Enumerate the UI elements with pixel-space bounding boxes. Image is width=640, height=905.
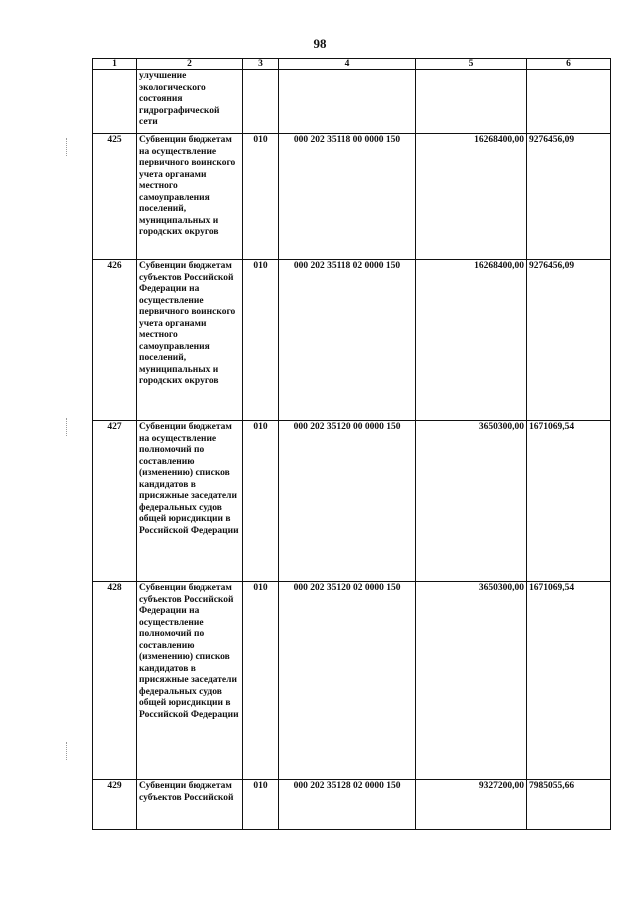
- column-header-6: 6: [527, 59, 611, 70]
- row-budget-code: 000 202 35128 02 0000 150: [279, 780, 416, 830]
- row-plan-amount: 9327200,00: [416, 780, 527, 830]
- page-number: 98: [313, 36, 327, 51]
- column-header-3: 3: [243, 59, 279, 70]
- row-fact-amount: 9276456,09: [527, 134, 611, 260]
- row-budget-code: 000 202 35120 00 0000 150: [279, 421, 416, 582]
- column-header-4: 4: [279, 59, 416, 70]
- row-plan-amount: 3650300,00: [416, 582, 527, 780]
- row-grbs-code: 010: [243, 421, 279, 582]
- row-fact-amount: 1671069,54: [527, 421, 611, 582]
- row-grbs-code: 010: [243, 260, 279, 421]
- row-name: Субвенции бюджетам субъектов Российской Федерации на осуществление первичного воинского учета органами местного самоуправления поселений, муниципальных и городских округов: [137, 260, 243, 421]
- table-row: [93, 421, 611, 582]
- row-plan-amount: [416, 70, 527, 134]
- row-budget-code: 000 202 35118 02 0000 150: [279, 260, 416, 421]
- table-row: [93, 70, 611, 134]
- row-plan-amount: 16268400,00: [416, 260, 527, 421]
- row-name: Субвенции бюджетам субъектов Российской: [137, 780, 243, 830]
- table-row: [93, 260, 611, 421]
- row-budget-code: 000 202 35118 00 0000 150: [279, 134, 416, 260]
- row-fact-amount: 7985055,66: [527, 780, 611, 830]
- row-fact-amount: 9276456,09: [527, 260, 611, 421]
- row-number: 428: [93, 582, 137, 780]
- table-header-row: [93, 59, 611, 70]
- row-number: 427: [93, 421, 137, 582]
- budget-table: [92, 58, 611, 830]
- column-header-5: 5: [416, 59, 527, 70]
- row-budget-code: 000 202 35120 02 0000 150: [279, 582, 416, 780]
- margin-mark: [66, 138, 67, 156]
- row-fact-amount: 1671069,54: [527, 582, 611, 780]
- row-plan-amount: 3650300,00: [416, 421, 527, 582]
- row-name: улучшение экологического состояния гидрографической сети: [137, 70, 243, 134]
- table-row: [93, 582, 611, 780]
- row-grbs-code: [243, 70, 279, 134]
- row-fact-amount: [527, 70, 611, 134]
- row-budget-code: [279, 70, 416, 134]
- row-number: 426: [93, 260, 137, 421]
- row-number: 425: [93, 134, 137, 260]
- column-header-1: 1: [93, 59, 137, 70]
- row-name: Субвенции бюджетам на осуществление полномочий по составлению (изменению) списков кандидатов в присяжные заседатели федеральных судов общей юрисдикции в Российской Федерации: [137, 421, 243, 582]
- row-number: 429: [93, 780, 137, 830]
- row-plan-amount: 16268400,00: [416, 134, 527, 260]
- row-grbs-code: 010: [243, 780, 279, 830]
- row-name: Субвенции бюджетам субъектов Российской Федерации на осуществление полномочий по составлению (изменению) списков кандидатов в присяжные заседатели федеральных судов общей юрисдикции в Российской Федерации: [137, 582, 243, 780]
- row-number: [93, 70, 137, 134]
- margin-mark: [66, 418, 67, 436]
- column-header-2: 2: [137, 59, 243, 70]
- table-row: [93, 780, 611, 830]
- row-grbs-code: 010: [243, 134, 279, 260]
- row-grbs-code: 010: [243, 582, 279, 780]
- row-name: Субвенции бюджетам на осуществление первичного воинского учета органами местного самоуправления поселений, муниципальных и городских округов: [137, 134, 243, 260]
- table-row: [93, 134, 611, 260]
- margin-mark: [66, 742, 67, 760]
